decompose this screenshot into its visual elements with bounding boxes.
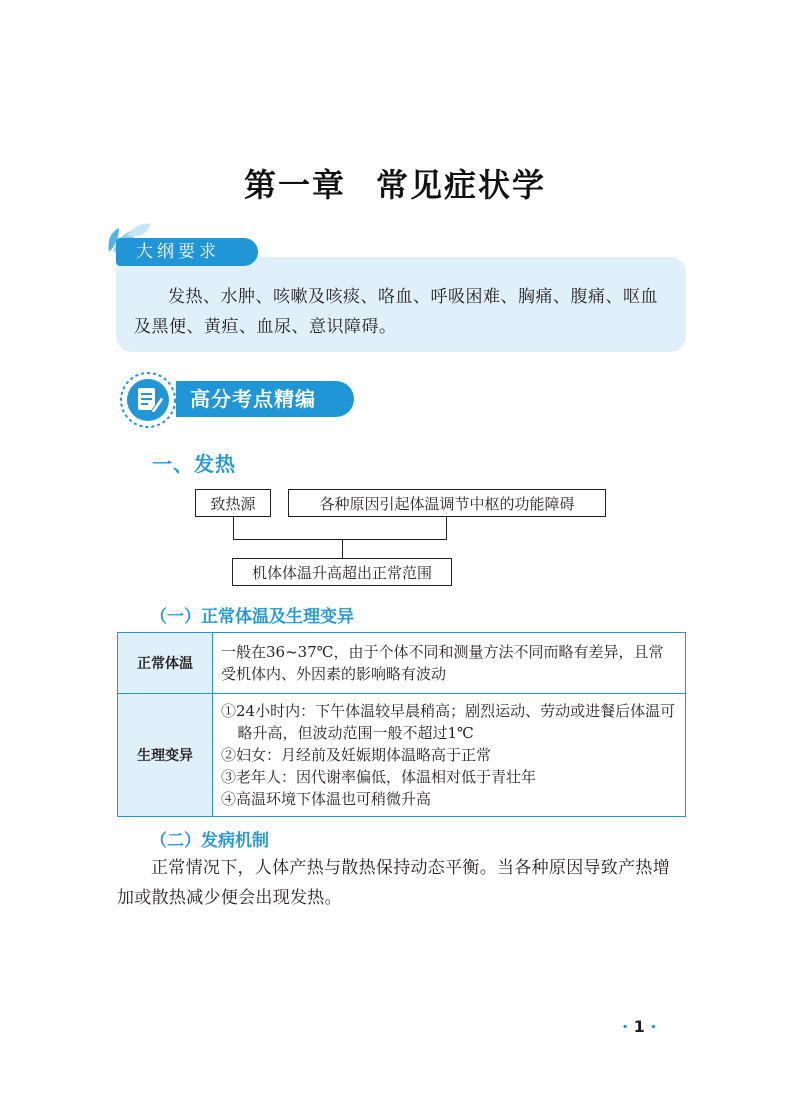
list-item: ①24小时内：下午体温较早晨稍高；剧烈运动、劳动或进餐后体温可略升高，但波动范围一般不超过1℃ xyxy=(221,702,676,742)
connector-left xyxy=(233,517,234,539)
connector-horizontal xyxy=(233,539,447,540)
section-heading-fever: 一、发热 xyxy=(152,452,236,476)
subheading-mechanism: （二）发病机制 xyxy=(150,831,269,851)
box-result: 机体体温升高超出正常范围 xyxy=(232,558,452,586)
connector-down xyxy=(342,539,343,558)
chapter-number: 第一章 xyxy=(243,166,346,204)
chapter-title xyxy=(0,160,790,206)
mechanism-paragraph: 正常情况下，人体产热与散热保持动态平衡。当各种原因导致产热增加或散热减少便会出现发热。 xyxy=(117,858,670,908)
list-item: ③老年人：因代谢率偏低，体温相对低于青壮年 xyxy=(221,768,537,786)
outline-text: 发热、水肿、咳嗽及咳痰、咯血、呼吸困难、胸痛、腹痛、呕血及黑便、黄疸、血尿、意识障碍。 xyxy=(134,287,658,337)
table-row xyxy=(118,633,686,694)
list-item: ②妇女：月经前及妊娠期体温略高于正常 xyxy=(221,746,492,764)
box-cause: 各种原因引起体温调节中枢的功能障碍 xyxy=(288,489,606,517)
table-row xyxy=(118,694,686,817)
note-pencil-icon xyxy=(118,370,178,430)
chapter-name: 常见症状学 xyxy=(376,166,547,204)
row-label-variation: 生理变异 xyxy=(118,694,213,817)
section-banner: 高分考点精编 xyxy=(176,381,354,417)
page-number: · 1 · xyxy=(622,1017,657,1036)
box-pyrogen: 致热源 xyxy=(195,489,271,517)
subheading-normal-temperature: （一）正常体温及生理变异 xyxy=(150,607,354,627)
row-label-normal: 正常体温 xyxy=(118,633,213,694)
temperature-table xyxy=(117,632,686,817)
row-text-normal: 一般在36~37℃，由于个体不同和测量方法不同而略有差异，且常受机体内、外因素的影响略有波动 xyxy=(213,633,686,694)
row-variation-list xyxy=(213,694,686,817)
connector-right xyxy=(446,517,447,539)
list-item: ④高温环境下体温也可稍微升高 xyxy=(221,790,432,808)
outline-tab: 大纲要求 xyxy=(116,238,258,266)
